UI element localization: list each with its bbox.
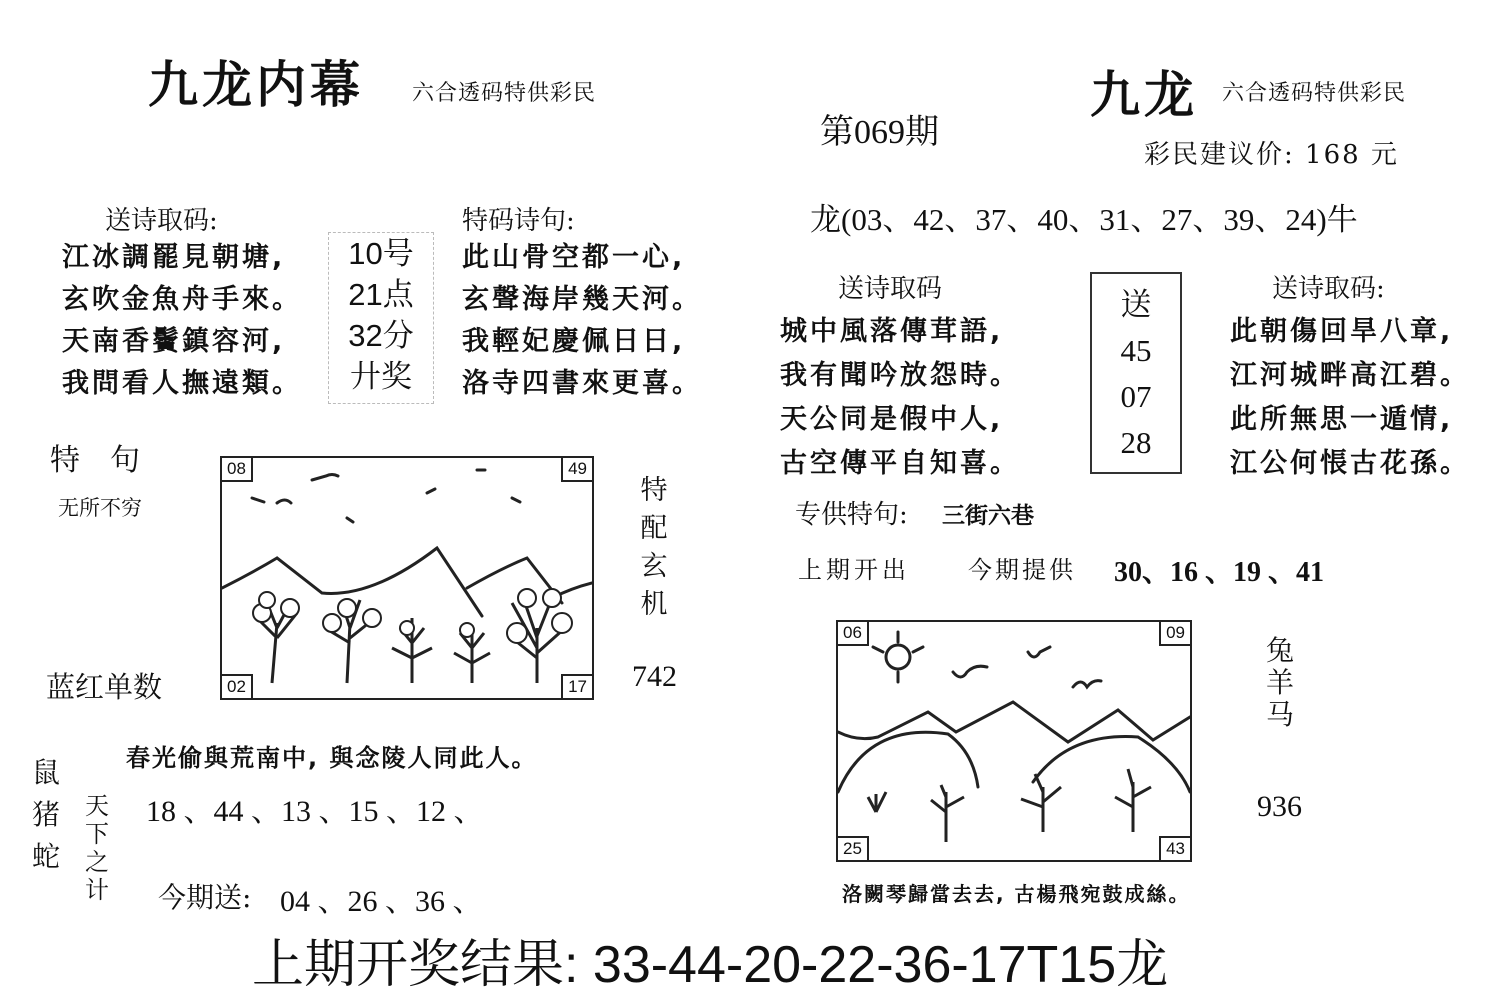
- center-box-item: 廾奖: [350, 359, 412, 394]
- poem-line: 玄吹金魚舟手來。: [62, 284, 302, 315]
- right-poem-b-heading: 送诗取码:: [1272, 274, 1385, 304]
- special-phrase: 无所不穷: [58, 496, 142, 520]
- poem-line: 此所無思一遁情,: [1230, 404, 1454, 435]
- poem-line: 天南香鬢鎮容河,: [62, 326, 286, 357]
- corner-number-bottom-left: 25: [836, 836, 869, 862]
- corner-number-bottom-right: 43: [1159, 836, 1192, 862]
- poem-line: 江公何悵古花孫。: [1230, 448, 1470, 479]
- provide-label: 今期提供: [968, 556, 1076, 584]
- special-phrase-label: 特 句: [50, 443, 140, 478]
- right-center-box: [1090, 272, 1182, 474]
- right-poem-a-heading: 送诗取码: [838, 274, 943, 304]
- right-side-vertical: [1262, 635, 1298, 731]
- right-poem-b: [1230, 310, 1470, 486]
- left-subtitle: 六合透码特供彩民: [412, 81, 597, 106]
- this-issue-numbers: 04 、26 、36 、: [280, 885, 483, 918]
- center-box-item: 45: [1120, 333, 1152, 368]
- vertical-char: 天: [85, 792, 109, 820]
- corner-number-bottom-left: 02: [220, 674, 253, 700]
- vertical-char: 兔: [1265, 634, 1294, 667]
- left-numbers: 18 、44 、13 、15 、12 、: [146, 795, 484, 828]
- color-label: 蓝红单数: [46, 670, 163, 704]
- vertical-char: 鼠: [31, 756, 60, 789]
- zodiacs-vertical: [28, 752, 64, 878]
- vertical-char: 玄: [640, 551, 668, 582]
- landscape-drawing-icon: [222, 458, 592, 698]
- left-center-box: [328, 232, 434, 404]
- suggested-price: 彩民建议价: 168 元: [1144, 140, 1399, 170]
- left-side-vertical: [636, 472, 672, 624]
- special-label: 专供特句:: [795, 500, 908, 530]
- poem-line: 玄聲海岸幾天河。: [462, 284, 702, 315]
- poem-line: 洛寺四書來更喜。: [462, 368, 702, 399]
- center-box-item: 21点: [348, 277, 414, 312]
- right-title: 九龙: [1090, 65, 1198, 124]
- plan-vertical: [82, 792, 112, 904]
- vertical-char: 蛇: [31, 840, 60, 873]
- right-side-number: 936: [1257, 790, 1302, 823]
- last-issue-label: 上期开出: [798, 556, 910, 584]
- center-box-item: 28: [1120, 425, 1152, 460]
- landscape-drawing-icon: [838, 622, 1190, 860]
- left-poem-b: [462, 237, 702, 405]
- vertical-char: 羊: [1265, 666, 1294, 699]
- corner-number-bottom-right: 17: [561, 674, 594, 700]
- left-title: 九龙内幕: [148, 55, 364, 114]
- left-verse: 春光偷與荒南中, 與念陵人同此人。: [126, 744, 538, 772]
- left-poem-a-heading: 送诗取码:: [105, 206, 218, 236]
- poem-line: 此朝傷回旱八章,: [1230, 316, 1454, 347]
- left-poem-a: [62, 237, 302, 405]
- right-verse: 洛闕琴歸當去去, 古楊飛宛鼓成絲。: [842, 882, 1191, 906]
- right-subtitle: 六合透码特供彩民: [1222, 81, 1407, 106]
- poem-line: 我有聞吟放怨時。: [780, 360, 1020, 391]
- vertical-char: 特: [640, 475, 668, 506]
- poem-line: 我輕妃慶佩日日,: [462, 326, 686, 357]
- center-box-item: 送: [1120, 287, 1152, 322]
- corner-number-top-left: 06: [836, 620, 869, 646]
- vertical-char: 之: [85, 848, 109, 876]
- provide-numbers: 30、16 、19 、41: [1114, 557, 1325, 588]
- vertical-char: 计: [85, 876, 109, 904]
- issue-number: 第069期: [820, 114, 939, 151]
- left-landscape-picture: [220, 456, 594, 700]
- poem-line: 我問看人撫遠類。: [62, 368, 302, 399]
- left-side-number: 742: [632, 660, 677, 693]
- corner-number-top-right: 09: [1159, 620, 1192, 646]
- vertical-char: 配: [640, 513, 668, 544]
- special-value: 三街六巷: [942, 502, 1034, 529]
- poem-line: 此山骨空都一心,: [462, 242, 686, 273]
- poem-line: 城中風落傳茸語,: [780, 316, 1004, 347]
- last-draw-result: 上期开奖结果: 33-44-20-22-36-17T15龙: [252, 936, 1169, 994]
- vertical-char: 猪: [31, 798, 60, 831]
- poem-line: 江河城畔高江碧。: [1230, 360, 1470, 391]
- poem-line: 古空傳平自知喜。: [780, 448, 1020, 479]
- vertical-char: 马: [1265, 698, 1294, 731]
- center-box-item: 32分: [348, 318, 414, 353]
- vertical-char: 机: [640, 589, 668, 620]
- right-poem-a: [780, 310, 1020, 486]
- right-landscape-picture: [836, 620, 1192, 862]
- dragon-ox-numbers: 龙(03、42、37、40、31、27、39、24)牛: [810, 202, 1358, 237]
- corner-number-top-left: 08: [220, 456, 253, 482]
- vertical-char: 下: [85, 820, 109, 848]
- poem-line: 江冰調罷見朝塘,: [62, 242, 286, 273]
- poem-line: 天公同是假中人,: [780, 404, 1004, 435]
- corner-number-top-right: 49: [561, 456, 594, 482]
- this-issue-label: 今期送:: [158, 881, 252, 914]
- left-poem-b-heading: 特码诗句:: [462, 206, 575, 236]
- center-box-item: 10号: [348, 236, 414, 271]
- center-box-item: 07: [1120, 379, 1152, 414]
